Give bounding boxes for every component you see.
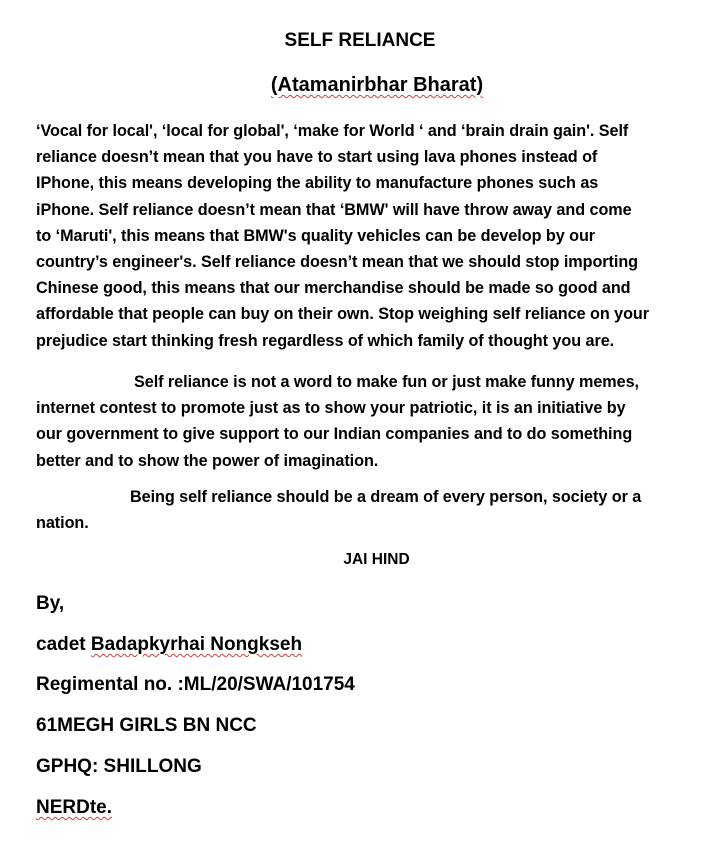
paragraph-line: country’s engineer's. Self reliance doesn’t mean that we should stop importing xyxy=(36,253,638,272)
paragraph-line: nation. xyxy=(36,514,89,533)
paragraph-line: better and to show the power of imagination. xyxy=(36,451,379,470)
paragraph-line: IPhone, this means developing the ability to manufacture phones such as xyxy=(36,174,599,193)
paragraph-1 xyxy=(36,118,716,354)
paragraph-line: prejudice start thinking fresh regardless of which family of thought you are. xyxy=(36,331,615,350)
paragraph-3 xyxy=(36,484,716,536)
battalion: 61MEGH GIRLS BN NCC xyxy=(36,715,257,736)
paragraph-line: reliance doesn’t mean that you have to start using lava phones instead of xyxy=(36,148,598,167)
paragraph-line: ‘Vocal for local', ‘local for global', ‘make for World ‘ and ‘brain drain gain'. Self xyxy=(36,122,629,140)
directorate: NERDte. xyxy=(36,797,113,818)
paragraph-line: iPhone. Self reliance doesn’t mean that ‘BMW' will have throw away and come xyxy=(36,200,632,219)
signature-name: Badapkyrhai Nongkseh xyxy=(90,634,303,655)
document-title: SELF RELIANCE xyxy=(284,30,436,51)
document-subtitle: (Atamanirbhar Bharat) xyxy=(270,74,484,96)
closing-slogan: JAI HIND xyxy=(343,551,410,568)
signature-name-prefix: cadet xyxy=(36,634,91,655)
gphq: GPHQ: SHILLONG xyxy=(36,756,202,777)
paragraph-line: Chinese good, this means that our merchandise should be made so good and xyxy=(36,279,631,298)
paragraph-line: Being self reliance should be a dream of every person, society or a xyxy=(130,488,642,506)
paragraph-line: our government to give support to our Indian companies and to do something xyxy=(36,425,633,444)
signature-name-line xyxy=(36,634,302,656)
paragraph-line: to ‘Maruti', this means that BMW's quality vehicles can be develop by our xyxy=(36,226,596,245)
paragraph-2 xyxy=(36,369,716,474)
signature-by: By, xyxy=(36,593,65,614)
regimental-number: Regimental no. :ML/20/SWA/101754 xyxy=(36,674,355,695)
paragraph-line: internet contest to promote just as to show your patriotic, it is an initiative by xyxy=(36,399,626,418)
paragraph-line: Self reliance is not a word to make fun or just make funny memes, xyxy=(134,373,639,391)
paragraph-line: affordable that people can buy on their own. Stop weighing self reliance on your xyxy=(36,305,649,324)
